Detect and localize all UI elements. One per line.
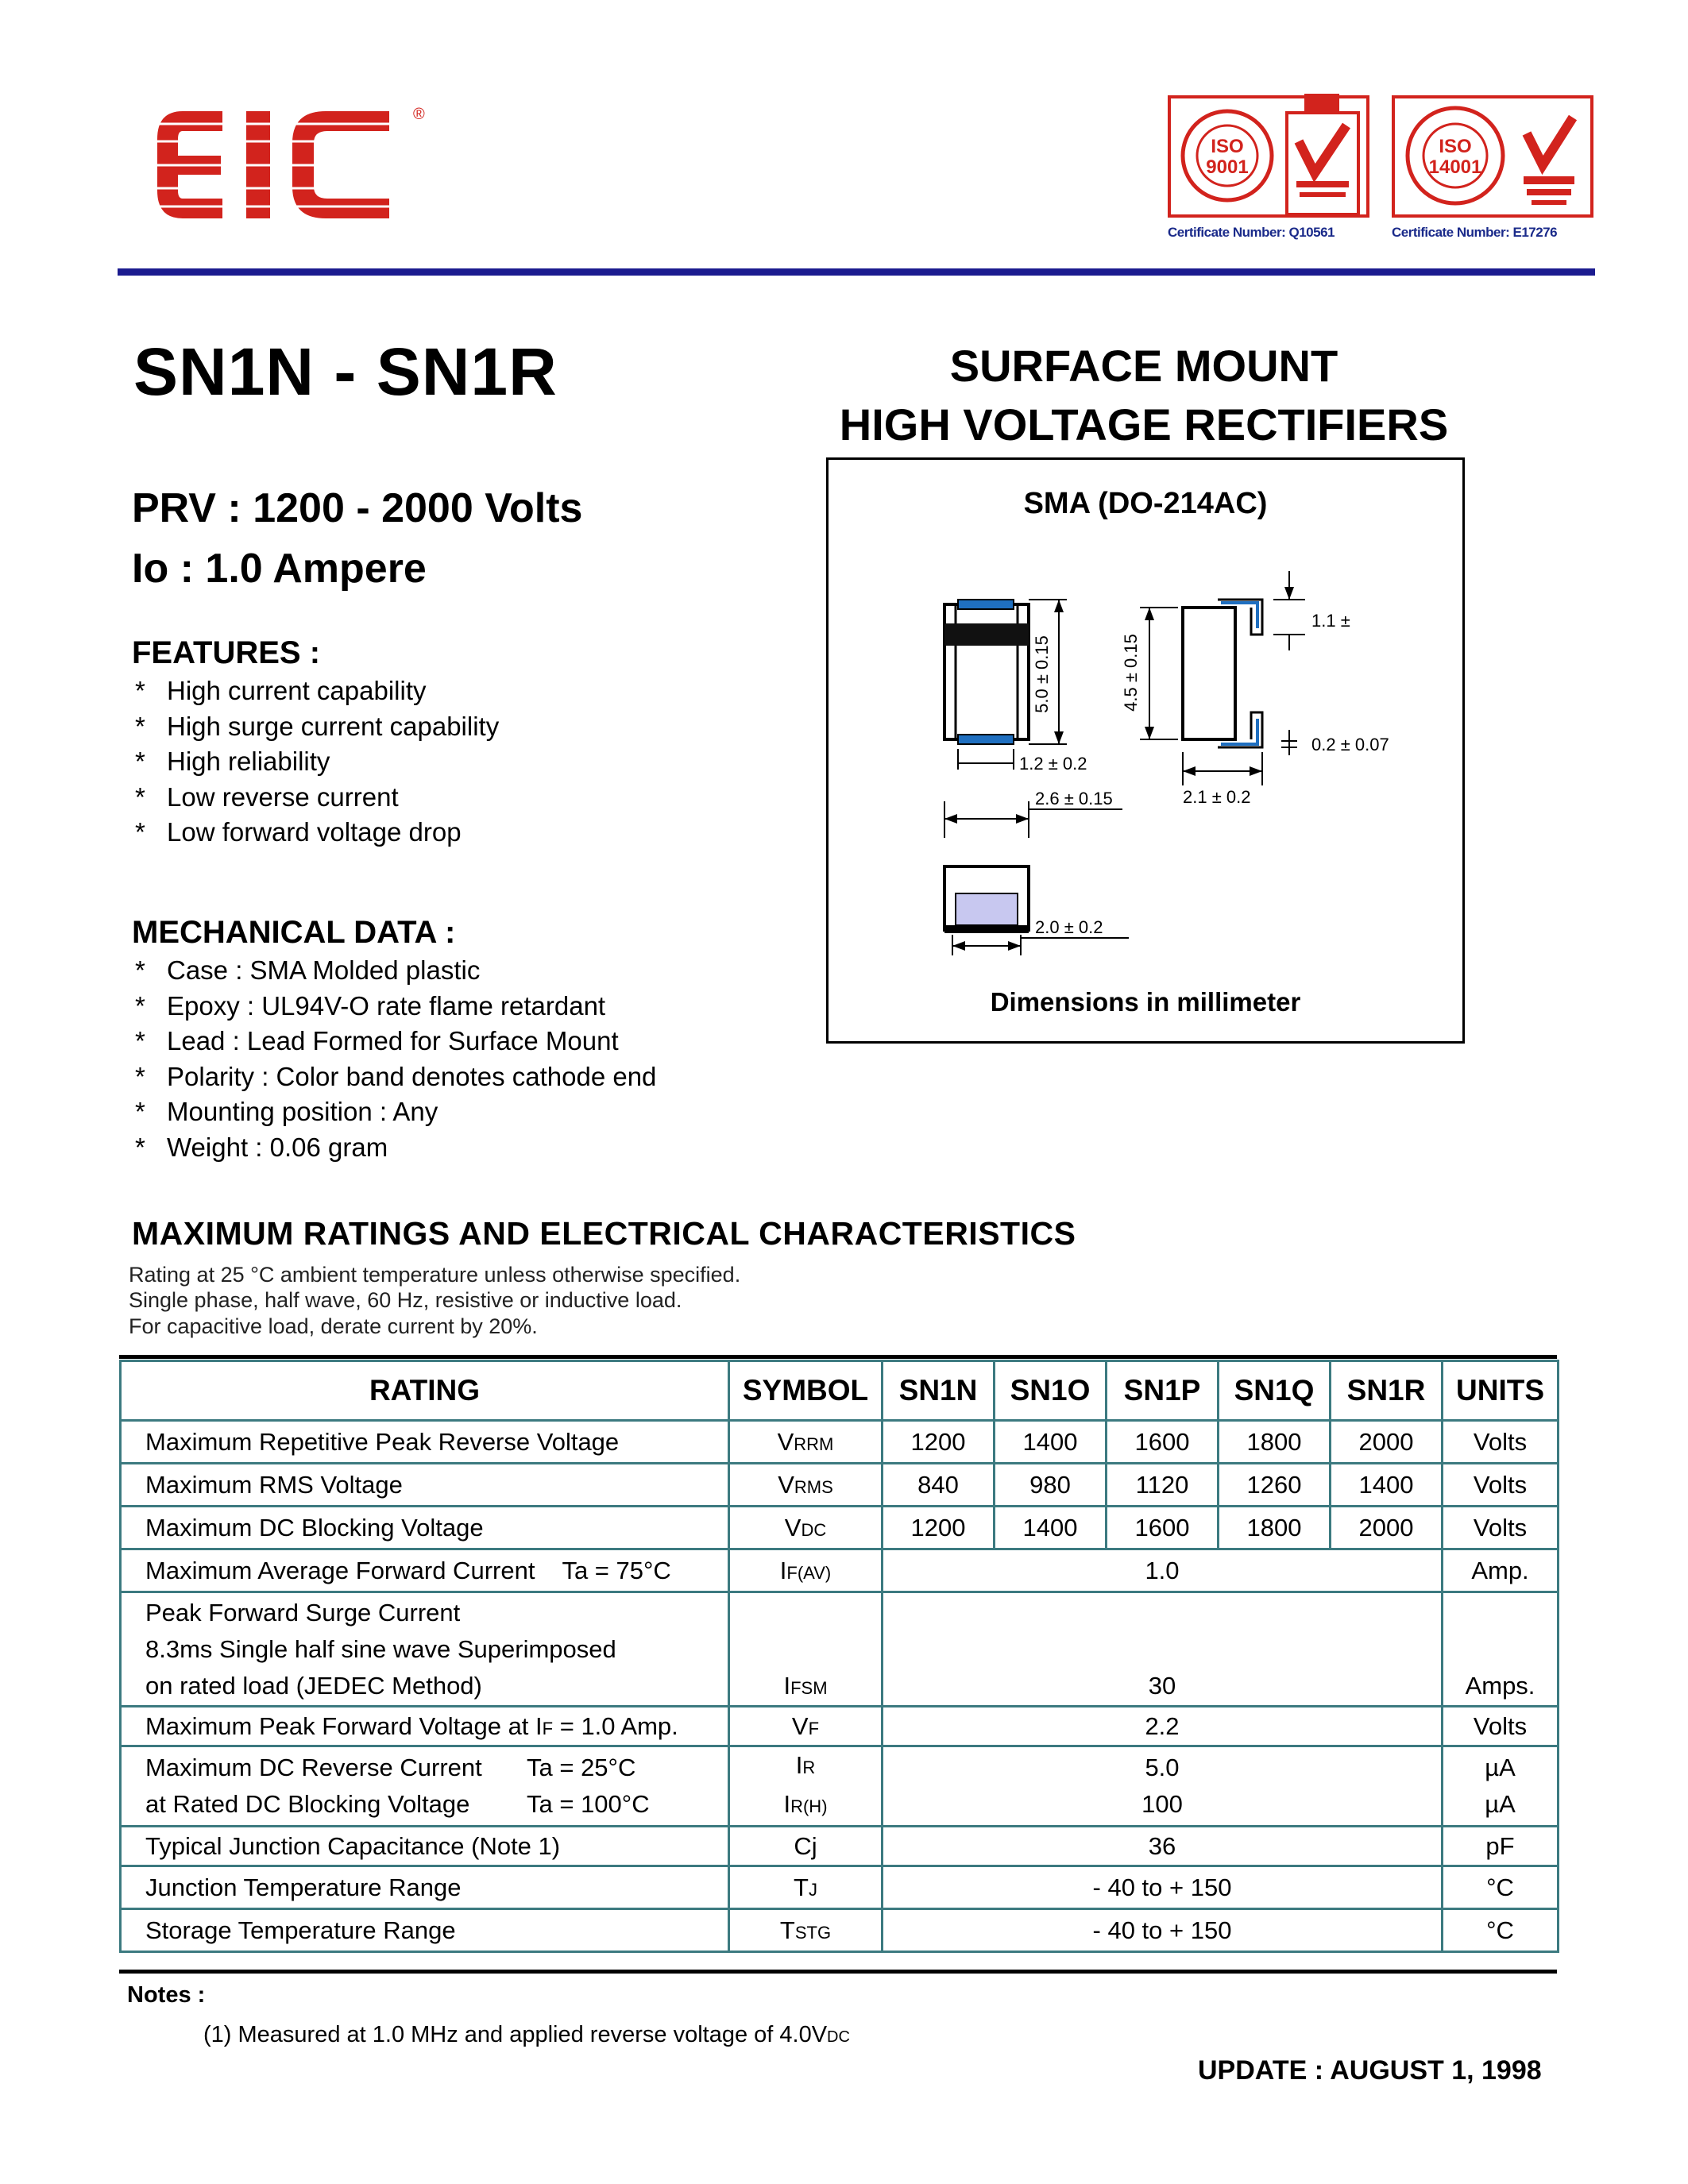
top-lead bbox=[958, 600, 1014, 609]
col-header: SYMBOL bbox=[729, 1361, 883, 1421]
value-cell: 1260 bbox=[1219, 1464, 1331, 1507]
value-cell: 2.2 bbox=[883, 1707, 1443, 1746]
col-header: SN1P bbox=[1107, 1361, 1219, 1421]
value-cell: 1200 bbox=[883, 1507, 995, 1549]
iso-9001-seal-icon bbox=[1168, 94, 1370, 221]
io-spec: Io : 1.0 Ampere bbox=[132, 546, 427, 592]
symbol-cell: VF bbox=[729, 1707, 883, 1746]
value-cell: 36 bbox=[883, 1827, 1443, 1866]
list-item: * High current capability bbox=[135, 676, 427, 705]
table-row bbox=[121, 1746, 1559, 1827]
col-header: SN1N bbox=[883, 1361, 995, 1421]
value-cell: 1400 bbox=[995, 1421, 1107, 1464]
value-cell: 30 bbox=[883, 1592, 1443, 1707]
cert1-caption: Certificate Number: Q10561 bbox=[1168, 225, 1335, 240]
col-header: SN1Q bbox=[1219, 1361, 1331, 1421]
value-cell: 980 bbox=[995, 1464, 1107, 1507]
table-bottom-rule bbox=[119, 1970, 1557, 1974]
header-divider bbox=[118, 268, 1595, 276]
condition-line: Single phase, half wave, 60 Hz, resistive or inductive load. bbox=[129, 1288, 682, 1312]
list-item: * Case : SMA Molded plastic bbox=[135, 955, 481, 985]
part-number-title: SN1N - SN1R bbox=[133, 334, 558, 409]
value-cell: 1600 bbox=[1107, 1507, 1219, 1549]
rating-label: Maximum Peak Forward Voltage at IF = 1.0 Amp. bbox=[121, 1707, 729, 1746]
list-item: * Mounting position : Any bbox=[135, 1097, 438, 1126]
list-item: * Low reverse current bbox=[135, 781, 399, 812]
package-outline-box bbox=[826, 457, 1465, 1044]
col-header: RATING bbox=[121, 1361, 729, 1421]
list-item: * High surge current capability bbox=[135, 711, 500, 741]
product-type-line1: SURFACE MOUNT bbox=[949, 341, 1338, 391]
unit-cell: Volts bbox=[1443, 1464, 1559, 1507]
dim-gap: 0.2 ± 0.07 bbox=[1311, 735, 1389, 754]
dim-length: 5.0 ± 0.15 bbox=[1032, 635, 1052, 713]
symbol-cell: IF(AV) bbox=[729, 1549, 883, 1592]
bottom-lead bbox=[958, 735, 1014, 744]
value-cell: 1600 bbox=[1107, 1421, 1219, 1464]
dim-lead-thickness: 1.1 ± bbox=[1311, 611, 1350, 631]
svg-text:9001: 9001 bbox=[1206, 156, 1249, 178]
package-title: SMA (DO-214AC) bbox=[1023, 487, 1268, 520]
iso-14001-seal-icon bbox=[1392, 94, 1594, 221]
unit-cell: µA µA bbox=[1443, 1746, 1559, 1827]
symbol-cell: IFSM bbox=[729, 1592, 883, 1707]
col-header: SN1R bbox=[1331, 1361, 1443, 1421]
iso-14001-badge bbox=[1392, 94, 1594, 240]
rating-label: Maximum DC Reverse Current Ta = 25°C at Rated DC Blocking Voltage Ta = 100°C bbox=[121, 1746, 729, 1827]
value-cell: 5.0 100 bbox=[883, 1746, 1443, 1827]
mechanical-data-list bbox=[135, 953, 656, 1165]
symbol-cell: VDC bbox=[729, 1507, 883, 1549]
symbol-cell: IR IR(H) bbox=[729, 1746, 883, 1827]
iso-9001-badge bbox=[1168, 94, 1370, 240]
dimensions-note: Dimensions in millimeter bbox=[990, 987, 1301, 1017]
symbol-cell: Cj bbox=[729, 1827, 883, 1866]
table-row bbox=[121, 1592, 1559, 1707]
table-row bbox=[121, 1421, 1559, 1464]
value-cell: 1.0 bbox=[883, 1549, 1443, 1592]
list-item: * Polarity : Color band denotes cathode end bbox=[135, 1061, 657, 1091]
rating-label: Maximum Repetitive Peak Reverse Voltage bbox=[121, 1421, 729, 1464]
rating-label: Junction Temperature Range bbox=[121, 1866, 729, 1909]
symbol-cell: VRMS bbox=[729, 1464, 883, 1507]
list-item: * High reliability bbox=[135, 747, 330, 776]
table-row bbox=[121, 1909, 1559, 1952]
table-header-row bbox=[121, 1361, 1559, 1421]
features-heading: FEATURES : bbox=[132, 635, 321, 670]
svg-text:ISO: ISO bbox=[1211, 136, 1244, 157]
symbol-cell: VRRM bbox=[729, 1421, 883, 1464]
package-drawing bbox=[829, 460, 1462, 1041]
unit-cell: Amps. bbox=[1443, 1592, 1559, 1707]
unit-cell: °C bbox=[1443, 1866, 1559, 1909]
list-item: * Low forward voltage drop bbox=[135, 817, 462, 847]
table-row bbox=[121, 1507, 1559, 1549]
note-1: (1) Measured at 1.0 MHz and applied reverse voltage of 4.0VDC bbox=[203, 2022, 850, 2047]
unit-cell: Volts bbox=[1443, 1507, 1559, 1549]
dim-width: 2.6 ± 0.15 bbox=[1035, 789, 1113, 808]
list-item: * Lead : Lead Formed for Surface Mount bbox=[135, 1026, 619, 1055]
eic-logo bbox=[151, 95, 437, 230]
update-date: UPDATE : AUGUST 1, 1998 bbox=[1198, 2055, 1542, 2086]
col-header: SN1O bbox=[995, 1361, 1107, 1421]
value-cell: 2000 bbox=[1331, 1421, 1443, 1464]
ratings-heading: MAXIMUM RATINGS AND ELECTRICAL CHARACTERISTICS bbox=[132, 1215, 1076, 1252]
prv-spec: PRV : 1200 - 2000 Volts bbox=[132, 485, 583, 531]
cathode-band bbox=[944, 623, 1029, 646]
value-cell: 1400 bbox=[995, 1507, 1107, 1549]
table-row bbox=[121, 1549, 1559, 1592]
features-list bbox=[135, 673, 499, 851]
product-type-line2: HIGH VOLTAGE RECTIFIERS bbox=[839, 399, 1449, 450]
unit-cell: Volts bbox=[1443, 1707, 1559, 1746]
symbol-cell: TSTG bbox=[729, 1909, 883, 1952]
list-item: * Weight : 0.06 gram bbox=[135, 1132, 388, 1162]
value-cell: 1800 bbox=[1219, 1421, 1331, 1464]
value-cell: 2000 bbox=[1331, 1507, 1443, 1549]
rating-label: Storage Temperature Range bbox=[121, 1909, 729, 1952]
rating-label: Typical Junction Capacitance (Note 1) bbox=[121, 1827, 729, 1866]
svg-text:14001: 14001 bbox=[1428, 156, 1482, 178]
side-view-body bbox=[1183, 608, 1235, 739]
notes-heading: Notes : bbox=[127, 1982, 206, 2008]
rating-label: Maximum RMS Voltage bbox=[121, 1464, 729, 1507]
table-row bbox=[121, 1827, 1559, 1866]
dim-band: 1.2 ± 0.2 bbox=[1019, 754, 1087, 774]
value-cell: 1120 bbox=[1107, 1464, 1219, 1507]
rating-label: Maximum DC Blocking Voltage bbox=[121, 1507, 729, 1549]
dim-height: 4.5 ± 0.15 bbox=[1121, 634, 1141, 712]
symbol-cell: TJ bbox=[729, 1866, 883, 1909]
table-top-rule bbox=[119, 1355, 1557, 1359]
unit-cell: Amp. bbox=[1443, 1549, 1559, 1592]
unit-cell: pF bbox=[1443, 1827, 1559, 1866]
cert2-caption: Certificate Number: E17276 bbox=[1392, 225, 1558, 240]
ratings-table bbox=[119, 1360, 1557, 1953]
svg-text:ISO: ISO bbox=[1439, 136, 1472, 157]
rating-label: Maximum Average Forward Current Ta = 75°C bbox=[121, 1549, 729, 1592]
mechanical-data-heading: MECHANICAL DATA : bbox=[132, 915, 456, 950]
rating-label: Peak Forward Surge Current 8.3ms Single half sine wave Superimposed on rated load (JEDEC Method) bbox=[121, 1592, 729, 1707]
unit-cell: °C bbox=[1443, 1909, 1559, 1952]
value-cell: 840 bbox=[883, 1464, 995, 1507]
registered-mark: ® bbox=[413, 106, 425, 123]
value-cell: 1400 bbox=[1331, 1464, 1443, 1507]
value-cell: - 40 to + 150 bbox=[883, 1866, 1443, 1909]
dim-pad: 2.0 ± 0.2 bbox=[1035, 917, 1103, 937]
value-cell: 1200 bbox=[883, 1421, 995, 1464]
table-row bbox=[121, 1866, 1559, 1909]
value-cell: - 40 to + 150 bbox=[883, 1909, 1443, 1952]
dim-side-width: 2.1 ± 0.2 bbox=[1183, 787, 1251, 807]
unit-cell: Volts bbox=[1443, 1421, 1559, 1464]
condition-line: Rating at 25 °C ambient temperature unless otherwise specified. bbox=[129, 1263, 741, 1287]
condition-line: For capacitive load, derate current by 20%. bbox=[129, 1314, 538, 1338]
table-row bbox=[121, 1707, 1559, 1746]
list-item: * Epoxy : UL94V-O rate flame retardant bbox=[135, 990, 606, 1021]
col-header: UNITS bbox=[1443, 1361, 1559, 1421]
value-cell: 1800 bbox=[1219, 1507, 1331, 1549]
table-row bbox=[121, 1464, 1559, 1507]
